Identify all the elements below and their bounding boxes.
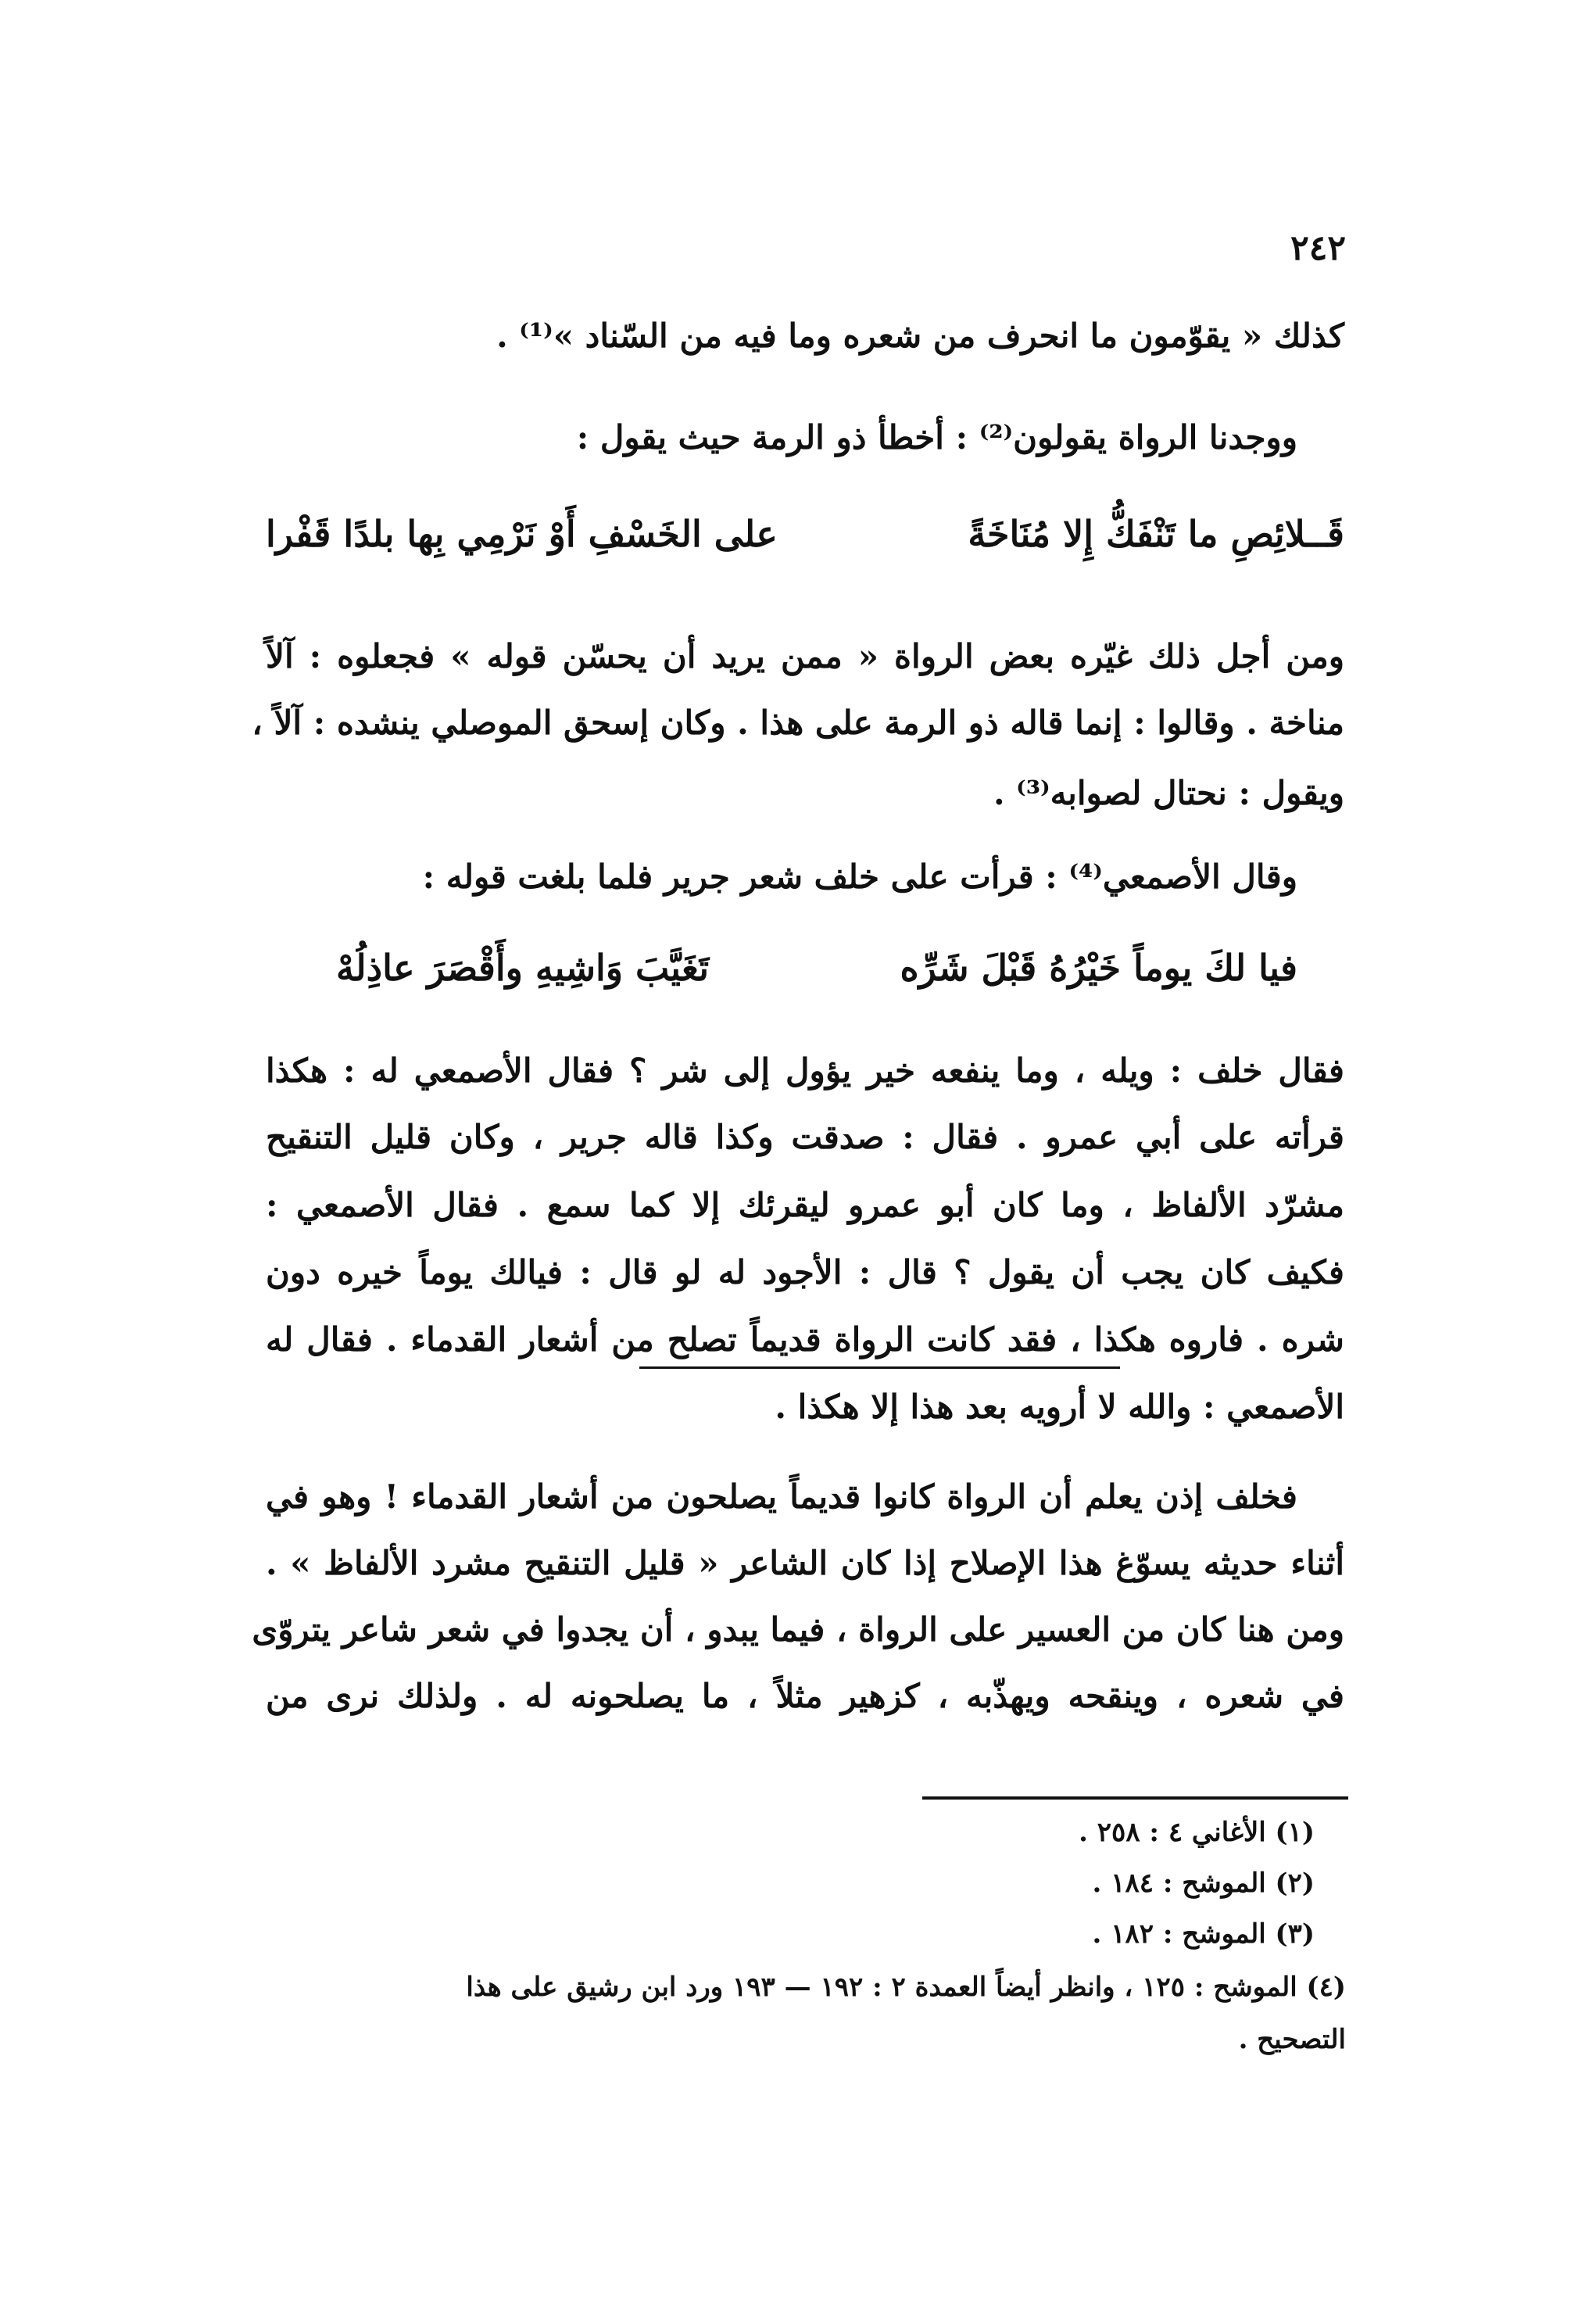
footnote: (٢) الموشح : ١٨٤ . [1092,1868,1315,1899]
verse-2-second-hemistich: تَغَيَّبَ وَاشِيهِ وأَقْصَرَ عاذِلُهْ [336,947,710,989]
text-line: كذلك « يقوّمون ما انحرف من شعره وما فيه من السّناد »⁽¹⁾ . [496,317,1344,355]
paragraph-line: ومن أجل ذلك غيّره بعض الرواة « ممن يريد أن يحسّن قوله » فجعلوه : آلاً [266,637,1344,675]
paragraph-line: الأصمعي : والله لا أرويه بعد هذا إلا هكذا . [775,1388,1344,1426]
paragraph-line: أثناء حديثه يسوّغ هذا الإصلاح إذا كان الشاعر « قليل التنقيح مشرد الألفاظ » . [266,1544,1344,1582]
paragraph-line: ومن هنا كان من العسير على الرواة ، فيما يبدو ، أن يجدوا في شعر شاعر يتروّى [252,1610,1344,1649]
paragraph-line: مناخة . وقالوا : إنما قاله ذو الرمة على هذا . وكان إسحق الموصلي ينشده : آلاً ، [252,704,1344,742]
paragraph-line: فخلف إذن يعلم أن الرواة كانوا قديماً يصلحون من أشعار القدماء ! وهو في [266,1477,1297,1516]
text-line: ووجدنا الرواة يقولون⁽²⁾ : أخطأ ذو الرمة حيث يقول : [576,418,1297,457]
main-text [252,0,1344,2303]
paragraph-line: شره . فاروه هكذا ، فقد كانت الرواة قديماً تصلح من أشعار القدماء . فقال له [266,1320,1344,1359]
footnote: التصحيح . [1238,2024,1346,2055]
verse-1-first-hemistich: قَــلائِصِ ما تَنْفَكُّ إِلا مُنَاخَةً [968,513,1344,555]
paragraph-line: مشرّد الألفاظ ، وما كان أبو عمرو ليقرئك إلا كما سمع . فقال الأصمعي : [266,1186,1344,1224]
paragraph-line: في شعره ، وينقحه ويهذّبه ، كزهير مثلاً ، ما يصلحونه له . ولذلك نرى من [266,1677,1344,1715]
handwritten-underline [639,1366,1120,1369]
verse-1-second-hemistich: على الخَسْفِ أَوْ نَرْمِي بِها بلدًا قَفْرا [266,513,778,555]
footnote-separator [922,1796,1348,1800]
footnote: (٤) الموشح : ١٢٥ ، وانظر أيضاً العمدة ٢ : ١٩٢ — ١٩٣ ورد ابن رشيق على هذا [466,1972,1346,2003]
footnote: (٣) الموشح : ١٨٢ . [1092,1918,1315,1950]
verse-2-first-hemistich: فيا لكَ يوماً خَيْرُهُ قَبْلَ شَرِّه [900,947,1297,989]
paragraph-line: وقال الأصمعي⁽⁴⁾ : قرأت على خلف شعر جرير فلما بلغت قوله : [422,858,1297,896]
paragraph-line: فقال خلف : ويله ، وما ينفعه خير يؤول إلى شر ؟ فقال الأصمعي له : هكذا [266,1051,1344,1090]
footnote: (١) الأغاني ٤ : ٢٥٨ . [1079,1817,1315,1848]
page-number: ٢٤٢ [1290,228,1346,268]
paragraph-line: قرأته على أبي عمرو . فقال : صدقت وكذا قاله جرير ، وكان قليل التنقيح [266,1118,1344,1156]
paragraph-line: فكيف كان يجب أن يقول ؟ قال : الأجود له لو قال : فيالك يوماً خيره دون [266,1253,1344,1291]
paragraph-line: ويقول : نحتال لصوابه⁽³⁾ . [993,774,1344,812]
